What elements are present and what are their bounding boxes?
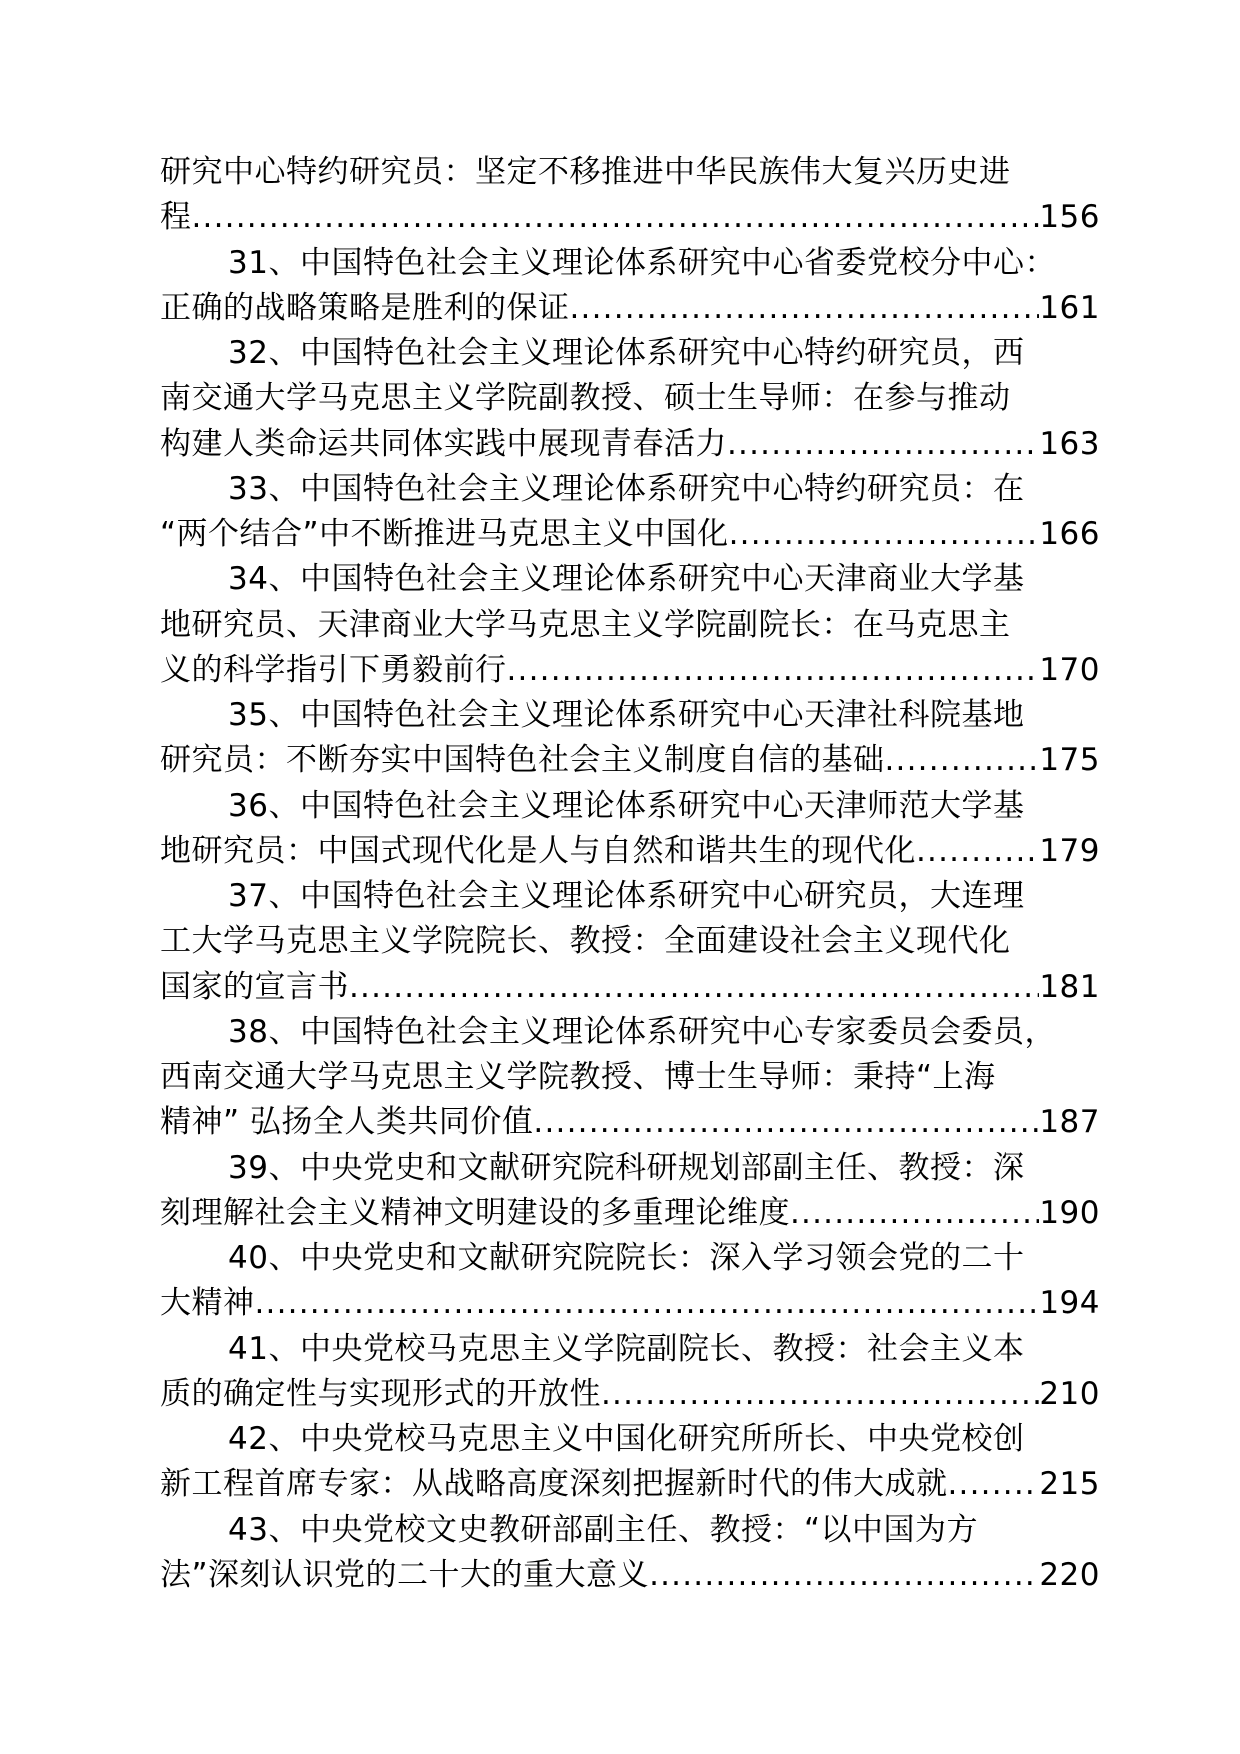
dot-leader: [948, 1462, 1040, 1507]
toc-entry-line: 工大学马克思主义学院院长、教授：全面建设社会主义现代化: [160, 923, 1011, 960]
toc-entry-last-line[interactable]: [160, 829, 1100, 874]
dot-leader: [507, 648, 1040, 693]
toc-entry-last-line[interactable]: [160, 1462, 1100, 1507]
toc-entry-text: 国家的宣言书: [160, 968, 349, 1005]
toc-entry-last-line[interactable]: [160, 648, 1100, 693]
toc-entry-text: 大精神: [160, 1285, 255, 1322]
toc-entry-text: 质的确定性与实现形式的开放性: [160, 1375, 601, 1412]
dot-leader: [570, 286, 1040, 331]
toc-entry-line: 31、中国特色社会主义理论体系研究中心省委党校分中心：: [228, 244, 1056, 281]
toc-page-number: 156: [1039, 199, 1100, 236]
toc-entry-last-line[interactable]: [160, 1100, 1100, 1145]
toc-entry-text: 程: [160, 199, 192, 236]
toc-entry-line: 33、中国特色社会主义理论体系研究中心特约研究员：在: [228, 470, 1025, 507]
toc-entry-text: 地研究员：中国式现代化是人与自然和谐共生的现代化: [160, 832, 916, 869]
toc-entry-line: 34、中国特色社会主义理论体系研究中心天津商业大学基: [228, 561, 1025, 598]
toc-page-number: 181: [1039, 968, 1100, 1005]
toc-entry-last-line[interactable]: [160, 1281, 1100, 1326]
toc-entry-text: 刻理解社会主义精神文明建设的多重理论维度: [160, 1194, 790, 1231]
toc-entry-line: 36、中国特色社会主义理论体系研究中心天津师范大学基: [228, 787, 1025, 824]
toc-page-number: 220: [1039, 1556, 1100, 1593]
toc-page-number: 190: [1039, 1194, 1100, 1231]
toc-entry-last-line[interactable]: [160, 512, 1100, 557]
toc-entry-line: 39、中央党史和文献研究院科研规划部副主任、教授：深: [228, 1149, 1025, 1186]
dot-leader: [649, 1553, 1039, 1598]
toc-entry-last-line[interactable]: [160, 1191, 1100, 1236]
toc-entry-line: 32、中国特色社会主义理论体系研究中心特约研究员，西: [228, 335, 1025, 371]
toc-entry-line: 地研究员、天津商业大学马克思主义学院副院长：在马克思主: [160, 606, 1011, 643]
toc-entry-last-line[interactable]: [160, 286, 1100, 331]
toc-entry-line: 35、中国特色社会主义理论体系研究中心天津社科院基地: [228, 697, 1025, 733]
toc-entry-line: 42、中央党校马克思主义中国化研究所所长、中央党校创: [228, 1421, 1025, 1457]
table-of-contents: [160, 150, 1120, 1598]
toc-entry-text: 研究员：不断夯实中国特色社会主义制度自信的基础: [160, 742, 885, 779]
dot-leader: [727, 422, 1039, 467]
toc-entry-text: 精神” 弘扬全人类共同价值: [160, 1104, 534, 1141]
toc-page-number: 179: [1039, 832, 1100, 869]
toc-page-number: 210: [1039, 1375, 1100, 1412]
dot-leader: [349, 965, 1039, 1010]
toc-entry-line: 41、中央党校马克思主义学院副院长、教授：社会主义本: [228, 1330, 1025, 1367]
dot-leader: [729, 512, 1040, 557]
toc-page-number: 215: [1039, 1466, 1100, 1503]
toc-entry-text: 构建人类命运共同体实践中展现青春活力: [160, 425, 727, 462]
dot-leader: [601, 1372, 1039, 1417]
toc-entry-last-line[interactable]: [160, 1553, 1100, 1598]
toc-entry-line: 研究中心特约研究员：坚定不移推进中华民族伟大复兴历史进: [160, 154, 1011, 190]
dot-leader: [255, 1281, 1040, 1326]
toc-page-number: 170: [1039, 651, 1100, 688]
toc-entry-text: 正确的战略策略是胜利的保证: [160, 289, 570, 326]
dot-leader: [533, 1100, 1039, 1145]
toc-page-number: 163: [1039, 425, 1100, 462]
toc-entry-text: 法”深刻认识党的二十大的重大意义: [160, 1556, 650, 1593]
toc-entry-text: “两个结合”中不断推进马克思主义中国化: [160, 516, 729, 552]
toc-entry-last-line[interactable]: [160, 195, 1100, 240]
toc-entry-line: 南交通大学马克思主义学院副教授、硕士生导师：在参与推动: [160, 380, 1011, 417]
toc-entry-line: 38、中国特色社会主义理论体系研究中心专家委员会委员，: [228, 1013, 1056, 1050]
toc-entry-line: 37、中国特色社会主义理论体系研究中心研究员，大连理: [228, 878, 1025, 914]
toc-entry-last-line[interactable]: [160, 422, 1100, 467]
toc-entry-line: 西南交通大学马克思主义学院教授、博士生导师：秉持“上海: [160, 1059, 996, 1095]
toc-entry-text: 新工程首席专家：从战略高度深刻把握新时代的伟大成就: [160, 1466, 948, 1503]
toc-page-number: 194: [1039, 1285, 1100, 1322]
toc-entry-text: 义的科学指引下勇毅前行: [160, 651, 507, 688]
dot-leader: [916, 829, 1039, 874]
toc-page-number: 187: [1039, 1104, 1100, 1141]
toc-entry-last-line[interactable]: [160, 738, 1100, 783]
toc-page-number: 175: [1039, 742, 1100, 779]
dot-leader: [192, 195, 1040, 240]
toc-entry-line: 43、中央党校文史教研部副主任、教授：“以中国为方: [228, 1511, 979, 1548]
dot-leader: [790, 1191, 1039, 1236]
dot-leader: [885, 738, 1040, 783]
toc-entry-line: 40、中央党史和文献研究院院长：深入学习领会党的二十: [228, 1240, 1025, 1276]
toc-page-number: 161: [1039, 289, 1100, 326]
toc-entry-last-line[interactable]: [160, 965, 1100, 1010]
toc-entry-last-line[interactable]: [160, 1372, 1100, 1417]
toc-page-number: 166: [1039, 516, 1100, 552]
